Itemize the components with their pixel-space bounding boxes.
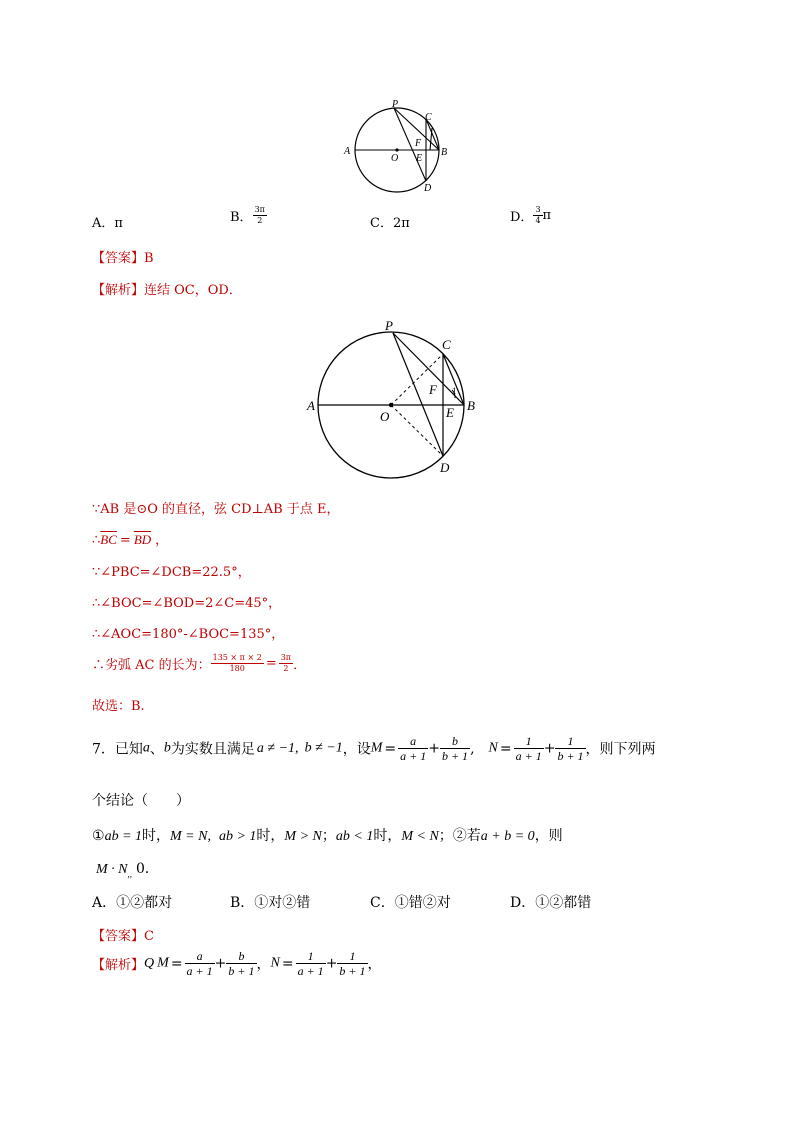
arc-bd: $\overline{BD}$	[133, 532, 152, 547]
analysis-7-frac-a-num: a	[185, 950, 215, 964]
option-d-fraction	[533, 206, 542, 225]
q7-shi-2: 时，	[256, 828, 285, 844]
option-a-prefix: A．	[92, 216, 115, 231]
label-d-large: D	[440, 460, 450, 475]
q7-text-1: 已知	[114, 741, 143, 758]
q7-shi-3: 时，	[373, 828, 402, 844]
option-d-den: 4	[535, 216, 541, 225]
q7-shi-1: 时，	[142, 828, 171, 844]
analysis-7-tag: 【解析】	[92, 958, 145, 973]
question-7-line-2: 个结论（ ）	[92, 793, 190, 809]
analysis-7-frac-a	[185, 950, 215, 977]
label-d-small: D	[424, 183, 432, 194]
question-7-line-3	[92, 825, 563, 845]
label-c-small: C	[425, 112, 432, 123]
q7-plus-1: +	[428, 740, 440, 757]
option-b-fraction	[253, 206, 267, 225]
q7-ze: ，则	[534, 828, 563, 844]
q7-frac-1a-den: a + 1	[515, 749, 542, 763]
q7-option-c[interactable]: C．①错②对	[370, 895, 451, 911]
analysis-7-frac-b-den: b + 1	[228, 964, 255, 978]
q7-m-dot-n: M · N	[96, 862, 128, 877]
option-d-prefix: D．	[510, 210, 534, 225]
analysis-7-plus-1: +	[214, 955, 227, 972]
analysis-7-frac-1a-den: a + 1	[297, 964, 324, 978]
q7-frac-b	[440, 735, 470, 762]
calc-res-den: 2	[283, 664, 289, 673]
calc-eq: =	[265, 656, 277, 671]
q7-frac-a-num: a	[398, 735, 428, 749]
analysis-line-4: ∴∠BOC=∠BOD=2∠C=45°，	[92, 596, 282, 611]
q7-ab-eq-1: ab = 1	[104, 829, 143, 844]
q7-n-eq: =	[499, 740, 512, 757]
label-o-large: O	[380, 409, 390, 424]
option-c[interactable]	[370, 212, 410, 231]
analysis-line-6	[92, 654, 306, 673]
q7-frac-1b	[555, 735, 585, 762]
q7-m-gt-n: M > N	[284, 829, 322, 844]
option-d-num: 3	[535, 205, 541, 214]
analysis-7-frac-b	[226, 950, 256, 977]
dashed-od	[391, 405, 443, 456]
figure-circle-large	[300, 315, 490, 485]
option-c-value: 2π	[392, 216, 410, 231]
analysis-7-frac-1b	[337, 950, 367, 977]
option-a[interactable]	[92, 212, 123, 231]
q7-dun: 、	[149, 741, 164, 758]
option-d-suffix: π	[542, 208, 552, 223]
calc-result	[279, 654, 293, 673]
question-7-line-1	[92, 735, 656, 762]
q7-frac-a-den: a + 1	[400, 749, 427, 763]
analysis-line-5: ∴∠AOC=180°-∠BOC=135°，	[92, 627, 285, 642]
analysis-1-intro-text: 连结 OC，OD．	[144, 283, 242, 298]
label-e-large: E	[446, 405, 454, 420]
q7-semi-1: ；	[321, 828, 336, 844]
arc-eq: =	[119, 533, 131, 548]
analysis-7-mid: ，	[256, 956, 271, 973]
question-7-line-4	[96, 858, 159, 879]
q7-var-b: b	[163, 740, 171, 756]
q7-m-lt-n: M < N	[401, 829, 439, 844]
answer-7	[92, 925, 154, 944]
option-b-num: 3π	[254, 205, 265, 214]
center-dot-small	[395, 148, 398, 151]
calc-res-num: 3π	[280, 653, 292, 662]
q7-frac-a	[398, 735, 428, 762]
analysis-line-3: ∵∠PBC=∠DCB=22.5°，	[92, 565, 251, 580]
calc-period: ．	[293, 658, 307, 673]
q7-n: N	[488, 740, 498, 756]
analysis-7-q: Q	[144, 955, 155, 971]
q7-text-4: ，则下列两	[585, 741, 656, 758]
answer-1	[92, 247, 154, 266]
q7-frac-1b-den: b + 1	[557, 749, 584, 763]
label-p-small: P	[392, 99, 399, 110]
center-dot-large	[389, 403, 393, 407]
option-c-prefix: C．	[370, 216, 393, 231]
dashed-oc	[391, 354, 443, 405]
q7-circle-1: ①	[92, 828, 105, 844]
q7-frac-1b-num: 1	[555, 735, 585, 749]
label-f-small: F	[415, 138, 422, 149]
arc-bc: $\overline{BC}$	[100, 532, 117, 547]
q7-option-a[interactable]: A．①②都对	[92, 895, 173, 911]
q7-frac-b-num: b	[440, 735, 470, 749]
analysis-choice: 故选：B.	[92, 699, 145, 714]
analysis-7-frac-1a	[296, 950, 326, 977]
analysis-7-frac-1b-den: b + 1	[339, 964, 366, 978]
analysis-line-1: ∵AB 是⊙O 的直径，弦 CD⊥AB 于点 E，	[92, 502, 340, 517]
analysis-line-2-prefix: ∴	[92, 533, 101, 548]
q7-blank-sub: ,,	[127, 868, 132, 879]
q7-ab-gt-1: ab > 1	[218, 829, 257, 844]
analysis-7-frac-1a-num: 1	[296, 950, 326, 964]
q7-text-2: 为实数且满足	[170, 741, 255, 758]
q7-frac-b-den: b + 1	[441, 749, 469, 763]
analysis-7-n-eq: =	[281, 955, 294, 972]
label-e-small: E	[416, 153, 423, 164]
label-angle-1: 1	[452, 386, 457, 396]
figure-circle-small	[340, 96, 460, 196]
option-b[interactable]	[230, 206, 267, 225]
arc-comma: ，	[155, 533, 169, 548]
label-b-large: B	[467, 398, 475, 413]
answer-1-value: B	[144, 251, 154, 266]
q7-plus-2: +	[543, 740, 556, 757]
q7-option-d[interactable]: D．①②都错	[510, 895, 592, 911]
analysis-7-frac-1b-num: 1	[337, 950, 367, 964]
question-7-number: 7．	[92, 741, 115, 758]
calc-num: 135 × π × 2	[212, 653, 262, 662]
analysis-7-line	[92, 950, 382, 977]
label-c-large: C	[442, 337, 451, 352]
line-pd-small	[394, 108, 426, 181]
answer-7-value: C	[144, 929, 154, 944]
label-p-large: P	[385, 318, 393, 333]
analysis-7-m-eq: =	[170, 955, 183, 972]
q7-frac-1a-num: 1	[514, 735, 544, 749]
answer-7-tag: 【答案】	[92, 929, 145, 944]
answer-1-tag: 【答案】	[92, 251, 145, 266]
analysis-7-m: M	[157, 955, 169, 971]
q7-a-plus-b: a + b = 0	[480, 829, 535, 844]
q7-circle-2: ；②若	[438, 828, 481, 844]
analysis-7-frac-b-num: b	[226, 950, 256, 964]
q7-cond-2: b ≠ −1	[304, 740, 343, 756]
q7-comma: ,	[470, 740, 475, 757]
label-o-small: O	[391, 153, 399, 164]
q7-cond-1: a ≠ −1,	[256, 740, 299, 756]
option-a-value: π	[114, 216, 123, 231]
analysis-7-n: N	[270, 955, 280, 971]
label-a-small: A	[344, 146, 351, 157]
option-d[interactable]	[510, 206, 551, 225]
q7-zero: 0．	[136, 861, 159, 877]
q7-ab-lt-1: ab < 1	[335, 829, 374, 844]
option-b-den: 2	[257, 216, 263, 225]
calc-den: 180	[229, 664, 245, 673]
analysis-7-end: ，	[367, 956, 382, 973]
label-a-large: A	[307, 398, 315, 413]
analysis-7-frac-a-den: a + 1	[186, 964, 213, 978]
analysis-1-intro	[92, 279, 242, 298]
q7-m: M	[370, 740, 383, 756]
line-cb-large	[443, 354, 464, 405]
q7-text-3: ，设	[342, 741, 371, 758]
analysis-7-plus-2: +	[325, 955, 338, 972]
line-cb-small	[426, 119, 439, 150]
q7-option-b[interactable]: B．①对②错	[230, 895, 311, 911]
label-f-large: F	[429, 382, 437, 397]
analysis-1-tag: 【解析】	[92, 283, 145, 298]
analysis-line-2	[92, 529, 168, 548]
arc-length-label: ∴劣弧 AC 的长为：	[92, 658, 211, 673]
q7-var-a: a	[142, 740, 150, 756]
label-b-small: B	[441, 147, 448, 158]
option-b-prefix: B．	[230, 210, 253, 225]
arc-length-calc	[211, 654, 264, 673]
q7-frac-1a	[514, 735, 544, 762]
q7-m-eq: =	[384, 740, 397, 757]
q7-m-eq-n: M = N,	[170, 829, 211, 844]
